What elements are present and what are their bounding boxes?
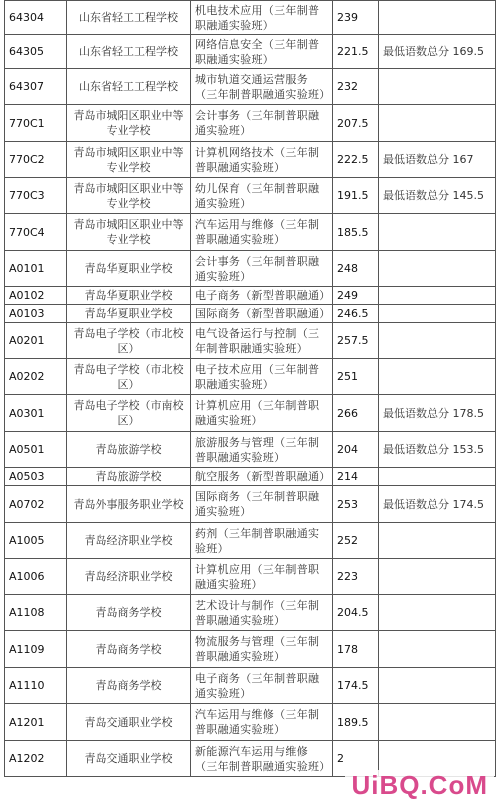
note-cell	[379, 468, 496, 486]
code-cell: 64307	[5, 69, 67, 105]
major-cell: 计算机应用（三年制普职融通实验班）	[191, 395, 333, 432]
school-cell: 青岛经济职业学校	[67, 559, 191, 595]
school-cell: 山东省轻工工程学校	[67, 35, 191, 69]
code-cell: A0202	[5, 359, 67, 395]
table-row	[5, 142, 496, 178]
note-cell: 最低语数总分 174.5	[379, 486, 496, 523]
major-cell: 旅游服务与管理（三年制普职融通实验班）	[191, 432, 333, 468]
code-cell: 770C1	[5, 105, 67, 142]
code-cell: 770C3	[5, 178, 67, 214]
table-row	[5, 359, 496, 395]
major-cell: 电子技术应用（三年制普职融通实验班）	[191, 359, 333, 395]
school-cell: 青岛华夏职业学校	[67, 305, 191, 323]
table-row	[5, 287, 496, 305]
note-cell: 最低语数总分 169.5	[379, 35, 496, 69]
score-cell: 232	[333, 69, 379, 105]
code-cell: 64304	[5, 1, 67, 35]
score-cell: 191.5	[333, 178, 379, 214]
note-cell	[379, 69, 496, 105]
score-cell: 207.5	[333, 105, 379, 142]
school-cell: 青岛商务学校	[67, 595, 191, 631]
code-cell: A0201	[5, 323, 67, 359]
table-row	[5, 523, 496, 559]
table-row	[5, 105, 496, 142]
score-cell: 249	[333, 287, 379, 305]
code-cell: 770C2	[5, 142, 67, 178]
major-cell: 艺术设计与制作（三年制普职融通实验班）	[191, 595, 333, 631]
score-cell: 174.5	[333, 668, 379, 704]
table-row	[5, 1, 496, 35]
code-cell: A0702	[5, 486, 67, 523]
table-row	[5, 704, 496, 741]
major-cell: 网络信息安全（三年制普职融通实验班）	[191, 35, 333, 69]
major-cell: 电子商务（三年制普职融通实验班）	[191, 668, 333, 704]
code-cell: A0501	[5, 432, 67, 468]
score-cell: 251	[333, 359, 379, 395]
code-cell: A1108	[5, 595, 67, 631]
table-row	[5, 395, 496, 432]
table-row	[5, 35, 496, 69]
school-cell: 青岛电子学校（市北校区）	[67, 323, 191, 359]
score-cell: 252	[333, 523, 379, 559]
school-cell: 山东省轻工工程学校	[67, 69, 191, 105]
major-cell: 会计事务（三年制普职融通实验班）	[191, 105, 333, 142]
table-row	[5, 595, 496, 631]
table-row	[5, 468, 496, 486]
school-cell: 青岛市城阳区职业中等专业学校	[67, 142, 191, 178]
score-cell: 178	[333, 631, 379, 668]
table-row	[5, 214, 496, 251]
school-cell: 青岛商务学校	[67, 631, 191, 668]
school-cell: 青岛市城阳区职业中等专业学校	[67, 178, 191, 214]
major-cell: 电气设备运行与控制（三年制普职融通实验班）	[191, 323, 333, 359]
admission-score-table	[4, 0, 496, 777]
table-row	[5, 323, 496, 359]
score-cell: 248	[333, 251, 379, 287]
school-cell: 青岛市城阳区职业中等专业学校	[67, 214, 191, 251]
site-watermark: UiBQ.CoM	[345, 770, 494, 800]
score-cell: 214	[333, 468, 379, 486]
major-cell: 国际商务（三年制普职融通实验班）	[191, 486, 333, 523]
score-cell: 222.5	[333, 142, 379, 178]
score-cell: 246.5	[333, 305, 379, 323]
note-cell	[379, 287, 496, 305]
code-cell: A0101	[5, 251, 67, 287]
school-cell: 青岛外事服务职业学校	[67, 486, 191, 523]
score-cell: 257.5	[333, 323, 379, 359]
major-cell: 新能源汽车运用与维修（三年制普职融通实验班）	[191, 741, 333, 777]
score-cell: 189.5	[333, 704, 379, 741]
school-cell: 青岛电子学校（市南校区）	[67, 395, 191, 432]
school-cell: 青岛市城阳区职业中等专业学校	[67, 105, 191, 142]
score-cell: 221.5	[333, 35, 379, 69]
major-cell: 机电技术应用（三年制普职融通实验班）	[191, 1, 333, 35]
code-cell: A1005	[5, 523, 67, 559]
note-cell	[379, 359, 496, 395]
code-cell: A0102	[5, 287, 67, 305]
major-cell: 国际商务（新型普职融通）	[191, 305, 333, 323]
table-row	[5, 178, 496, 214]
code-cell: 64305	[5, 35, 67, 69]
note-cell	[379, 595, 496, 631]
code-cell: A1202	[5, 741, 67, 777]
code-cell: 770C4	[5, 214, 67, 251]
major-cell: 会计事务（三年制普职融通实验班）	[191, 251, 333, 287]
note-cell	[379, 559, 496, 595]
note-cell	[379, 323, 496, 359]
score-cell: 204.5	[333, 595, 379, 631]
code-cell: A1006	[5, 559, 67, 595]
school-cell: 青岛交通职业学校	[67, 741, 191, 777]
note-cell	[379, 305, 496, 323]
school-cell: 青岛华夏职业学校	[67, 287, 191, 305]
code-cell: A0503	[5, 468, 67, 486]
table-row	[5, 432, 496, 468]
note-cell	[379, 631, 496, 668]
major-cell: 电子商务（新型普职融通）	[191, 287, 333, 305]
note-cell	[379, 251, 496, 287]
note-cell	[379, 668, 496, 704]
school-cell: 青岛经济职业学校	[67, 523, 191, 559]
major-cell: 物流服务与管理（三年制普职融通实验班）	[191, 631, 333, 668]
major-cell: 城市轨道交通运营服务（三年制普职融通实验班）	[191, 69, 333, 105]
score-cell: 185.5	[333, 214, 379, 251]
code-cell: A0301	[5, 395, 67, 432]
table-row	[5, 69, 496, 105]
score-cell: 253	[333, 486, 379, 523]
school-cell: 青岛电子学校（市北校区）	[67, 359, 191, 395]
table-row	[5, 631, 496, 668]
school-cell: 山东省轻工工程学校	[67, 1, 191, 35]
note-cell	[379, 105, 496, 142]
note-cell	[379, 214, 496, 251]
score-cell: 223	[333, 559, 379, 595]
score-cell: 239	[333, 1, 379, 35]
code-cell: A1110	[5, 668, 67, 704]
major-cell: 计算机网络技术（三年制普职融通实验班）	[191, 142, 333, 178]
note-cell: 最低语数总分 153.5	[379, 432, 496, 468]
school-cell: 青岛旅游学校	[67, 432, 191, 468]
major-cell: 药剂（三年制普职融通实验班）	[191, 523, 333, 559]
note-cell: 最低语数总分 145.5	[379, 178, 496, 214]
table-row	[5, 251, 496, 287]
major-cell: 航空服务（新型普职融通）	[191, 468, 333, 486]
table-row	[5, 305, 496, 323]
score-cell: 2	[333, 741, 379, 777]
code-cell: A0103	[5, 305, 67, 323]
table-row	[5, 486, 496, 523]
note-cell	[379, 523, 496, 559]
score-cell: 266	[333, 395, 379, 432]
code-cell: A1109	[5, 631, 67, 668]
school-cell: 青岛交通职业学校	[67, 704, 191, 741]
code-cell: A1201	[5, 704, 67, 741]
major-cell: 计算机应用（三年制普职融通实验班）	[191, 559, 333, 595]
table-row	[5, 559, 496, 595]
score-cell: 204	[333, 432, 379, 468]
school-cell: 青岛华夏职业学校	[67, 251, 191, 287]
school-cell: 青岛商务学校	[67, 668, 191, 704]
note-cell	[379, 704, 496, 741]
note-cell	[379, 1, 496, 35]
school-cell: 青岛旅游学校	[67, 468, 191, 486]
note-cell: 最低语数总分 178.5	[379, 395, 496, 432]
table-body	[5, 1, 496, 777]
note-cell: 最低语数总分 167	[379, 142, 496, 178]
major-cell: 汽车运用与维修（三年制普职融通实验班）	[191, 214, 333, 251]
table-row	[5, 668, 496, 704]
major-cell: 汽车运用与维修（三年制普职融通实验班）	[191, 704, 333, 741]
major-cell: 幼儿保育（三年制普职融通实验班）	[191, 178, 333, 214]
